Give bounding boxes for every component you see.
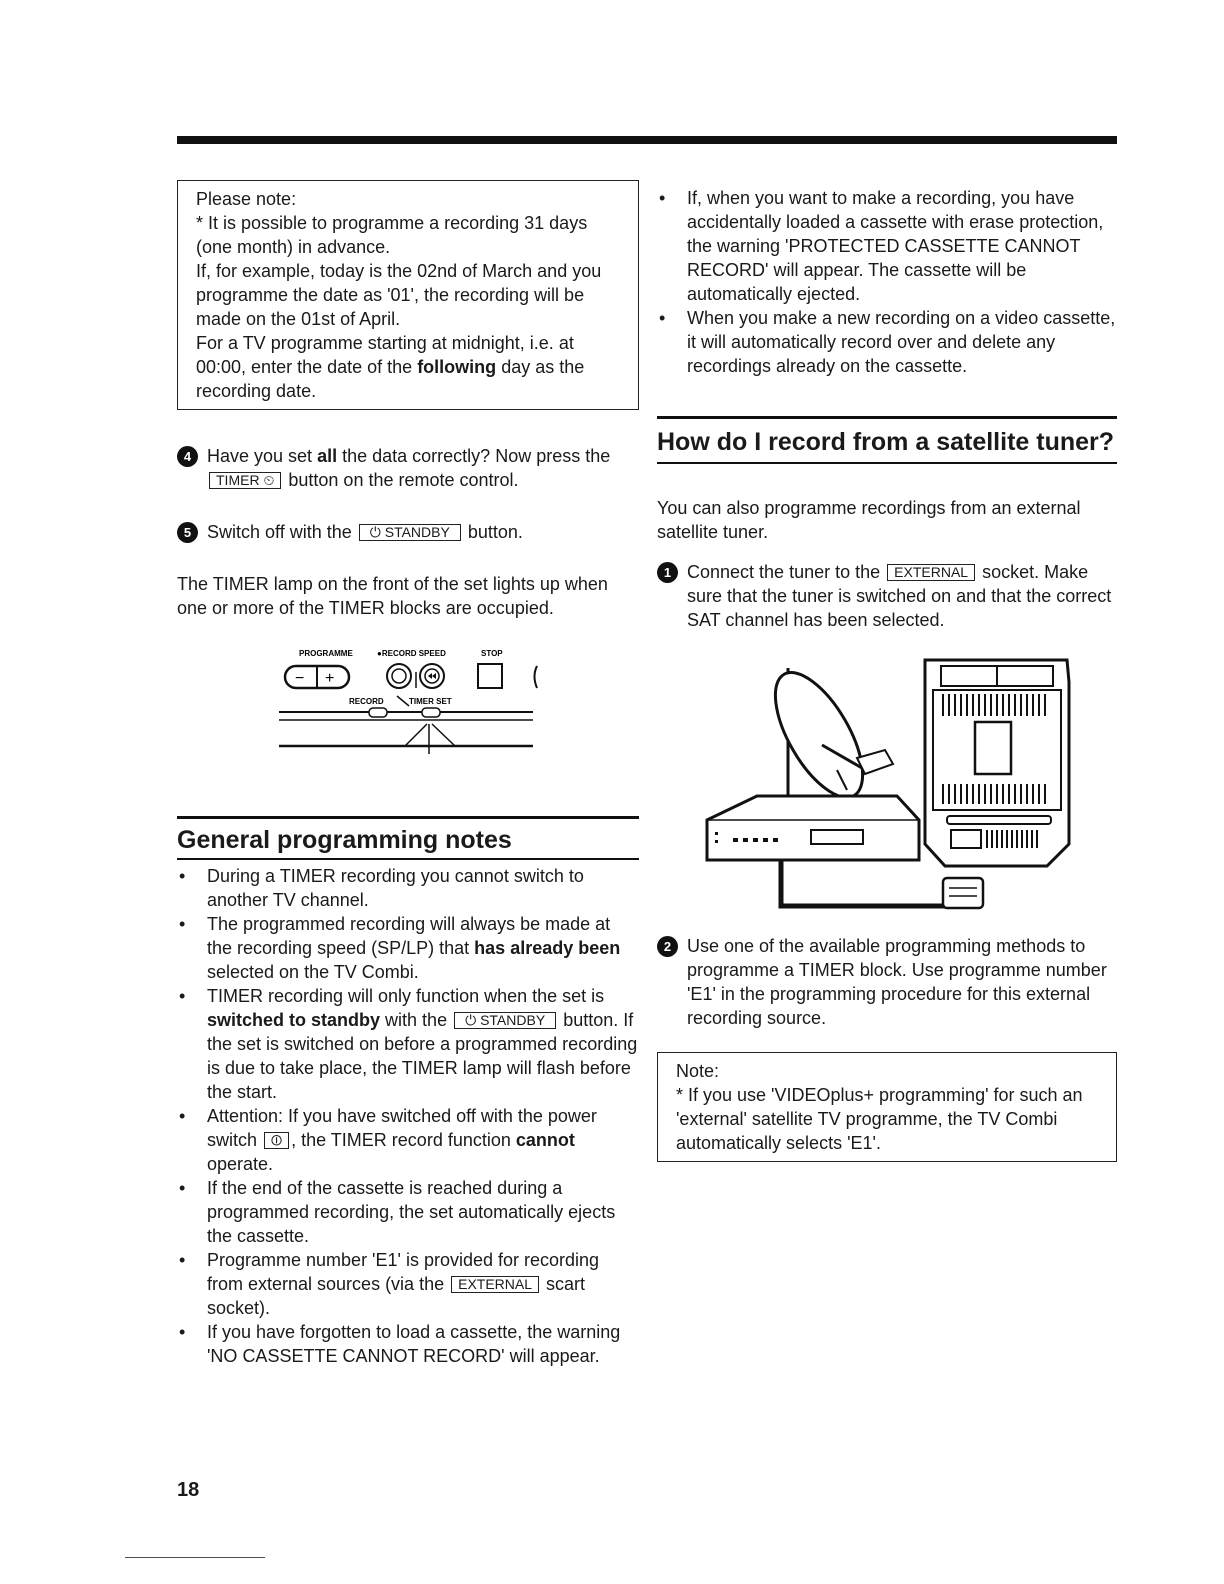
programme-minus: −: [295, 670, 305, 687]
satellite-connection-illustration: [697, 650, 1137, 920]
top-rule: [177, 136, 1117, 144]
scart-plug: [943, 878, 983, 908]
note-line: * It is possible to programme a recording 31 days (one month) in advance.: [196, 213, 588, 257]
panel-label-record: RECORD: [349, 697, 384, 706]
step-number: 4: [177, 446, 198, 467]
external-key: EXTERNAL: [451, 1276, 539, 1293]
step-1: 1 Connect the tuner to the EXTERNAL socket. Make sure that the tuner is switched on and that the correct SAT channel has been selected.: [657, 560, 1117, 632]
note-line: For a TV programme starting at midnight, i.e. at 00:00, enter the date of the following day as the recording date.: [196, 333, 585, 401]
general-notes-list: [177, 864, 639, 1368]
satellite-tuner: [707, 796, 919, 860]
list-item: • If you have forgotten to load a cassette, the warning 'NO CASSETTE CANNOT RECORD' will appear.: [177, 1320, 639, 1368]
section-rule: [657, 462, 1117, 464]
list-item: • If the end of the cassette is reached during a programmed recording, the set automatically ejects the cassette.: [177, 1176, 639, 1248]
standby-key: ⏻ STANDBY: [359, 524, 461, 541]
programme-plus: +: [325, 670, 335, 687]
right-column: [657, 186, 1117, 1162]
panel-label-record-speed: ●RECORD SPEED: [377, 649, 446, 658]
step-4: 4 Have you set all the data correctly? Now press the TIMER ⏲ button on the remote control.: [177, 444, 639, 492]
satellite-heading: How do I record from a satellite tuner?: [657, 428, 1115, 456]
list-item: • During a TIMER recording you cannot switch to another TV channel.: [177, 864, 639, 912]
standby-key: ⏻ STANDBY: [454, 1012, 556, 1029]
timer-lamp: [422, 708, 440, 717]
page-number: 18: [177, 1479, 200, 1501]
section-rule: [657, 416, 1117, 419]
external-socket: [951, 830, 981, 848]
panel-label-programme: PROGRAMME: [299, 649, 353, 658]
note-line: * If you use 'VIDEOplus+ programming' for such an 'external' satellite TV programme, the TV Combi automatically selects 'E1'.: [676, 1085, 1083, 1153]
list-item: • If, when you want to make a recording, you have accidentally loaded a cassette with erase protection, the warning 'PROTECTED CASSETTE CANNOT RECORD' will appear. The cassette will be automatically ejected.: [657, 186, 1117, 306]
timer-lamp-text: The TIMER lamp on the front of the set lights up when one or more of the TIMER blocks are occupied.: [177, 574, 608, 618]
list-item: • Programme number 'E1' is provided for recording from external sources (via the EXTERNAL scart socket).: [177, 1248, 639, 1320]
section-rule: [177, 858, 639, 860]
list-item: • Attention: If you have switched off with the power switch ⏼ , the TIMER record function cannot operate.: [177, 1104, 639, 1176]
timer-key: TIMER ⏲: [209, 472, 281, 489]
step-5: 5 Switch off with the ⏻ STANDBY button.: [177, 520, 639, 544]
step-2: 2 Use one of the available programming methods to programme a TIMER block. Use programme number 'E1' in the programming procedure for this external recording source.: [657, 934, 1117, 1030]
panel-label-stop: STOP: [481, 649, 503, 658]
panel-label-timer-set: TIMER SET: [409, 697, 452, 706]
note-box: [657, 1052, 1117, 1162]
list-item: • The programmed recording will always be made at the recording speed (SP/LP) that has already been selected on the TV Combi.: [177, 912, 639, 984]
note-title: Please note:: [196, 189, 297, 209]
step-number: 5: [177, 522, 198, 543]
please-note-box: [177, 180, 639, 410]
satellite-dish: [758, 659, 880, 810]
power-switch-key: ⏼: [264, 1132, 289, 1149]
step-number: 2: [657, 936, 678, 957]
front-panel-illustration: [277, 642, 577, 762]
footer-line: [125, 1557, 265, 1558]
section-rule: [177, 816, 639, 819]
step-number: 1: [657, 562, 678, 583]
satellite-intro: You can also programme recordings from an external satellite tuner.: [657, 498, 1081, 542]
list-item: • When you make a new recording on a video cassette, it will automatically record over and delete any recordings already on the cassette.: [657, 306, 1117, 378]
list-item: • TIMER recording will only function when the set is switched to standby with the ⏻ STANDBY button. If the set is switched on before a programmed recording is due to take place, the TIMER lamp will flash before the start.: [177, 984, 639, 1104]
left-column: [177, 180, 639, 1368]
general-programming-heading: General programming notes: [177, 826, 512, 854]
external-key: EXTERNAL: [887, 564, 975, 581]
note-line: If, for example, today is the 02nd of March and you programme the date as '01', the recording will be made on the 01st of April.: [196, 261, 602, 329]
recording-warnings-list: [657, 186, 1117, 378]
stop-button: [478, 664, 502, 688]
note-title: Note:: [676, 1061, 720, 1081]
record-button: [387, 664, 411, 688]
